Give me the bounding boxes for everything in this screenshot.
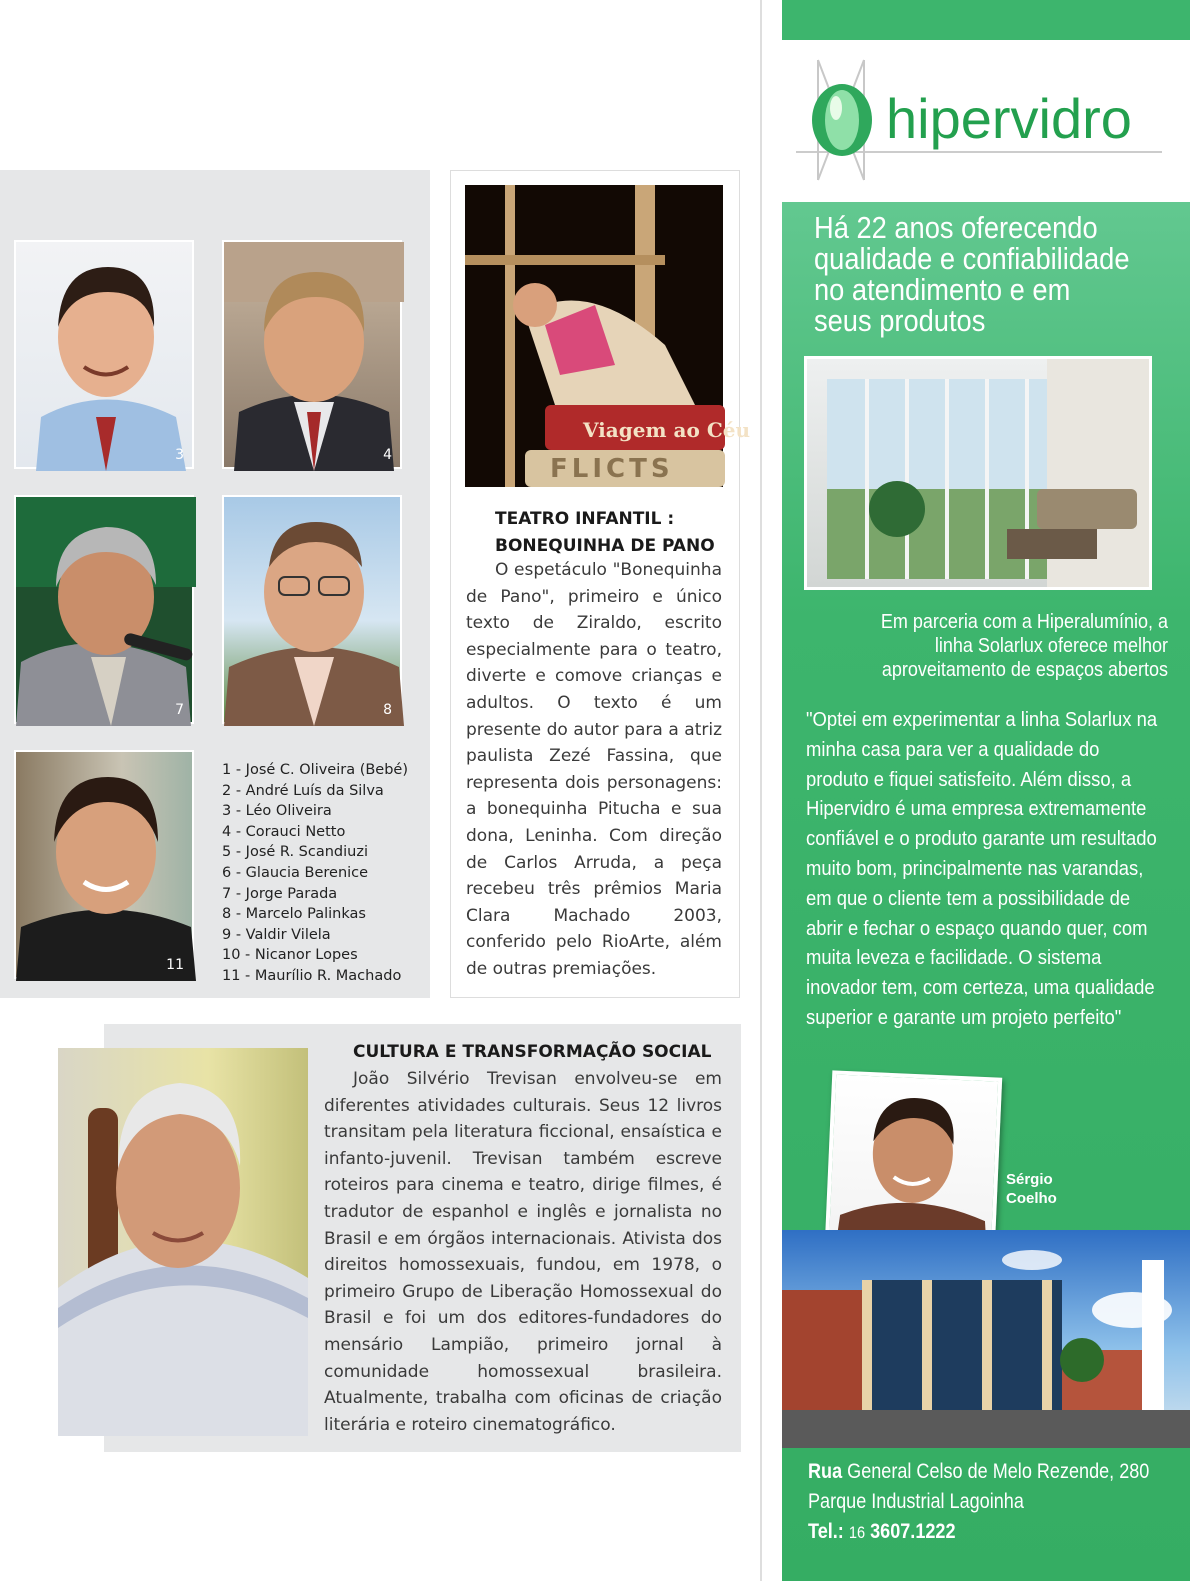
- cultura-body: João Silvério Trevisan envolveu-se em diferentes atividades culturais. Seus 12 livros transitam pela literatura ficcional, ensaística e infanto-juvenil. Trevisan também escreve roteiros para cinema e teatro, dirige filmes, é tradutor de espanhol e inglês e jornalista no Brasil e em órgãos internacionais. Ativista dos direitos homossexuais, fundou, em 1978, o primeiro Grupo de Liberação Homossexual do Brasil e foi um dos editores-fundadores do mensário Lampião, primeiro jornal à comunidade homossexual brasileira. Atualmente, trabalha com oficinas de criação literária e roteiro cinematográfico.: [324, 1069, 722, 1435]
- partnership-line: linha Solarlux oferece melhor: [934, 635, 1168, 657]
- ad-tagline: [814, 212, 1140, 336]
- portrait-4: [222, 240, 402, 469]
- tagline-line: qualidade e confiabilidade: [814, 241, 1130, 276]
- photo-number-4: 4: [383, 447, 392, 463]
- list-item: 10 - Nicanor Lopes: [222, 947, 358, 964]
- list-item: 9 - Valdir Vilela: [222, 926, 331, 943]
- list-item: 2 - André Luís da Silva: [222, 782, 384, 799]
- page-divider: [760, 0, 762, 1581]
- teatro-body: O espetáculo "Bonequinha de Pano", primeiro e único texto de Ziraldo, escrito especialmente para o teatro, diverte e comove crianças e adultos. O texto é um presente do autor para a atriz paulista Zezé Fassina, que representa dois personagens: a bonequinha Pitucha e sua dona, Leninha. Com direção de Carlos Arruda, a peça recebeu três prêmios Maria Clara Machado 2003, conferido pelo RioArte, além de outras premiações.: [466, 560, 722, 979]
- list-item: 1 - José C. Oliveira (Bebé): [222, 762, 409, 778]
- portrait-4-illustration: [224, 242, 404, 471]
- ad-quote: "Optei em experimentar a linha Solarlux na minha casa para ver a qualidade do produto e fiquei satisfeito. Além disso, a Hipervidro é uma empresa extremamente confiável e o produto garante um resultado muito bom, principalmente nas varandas, em que o cliente tem a possibilidade de abrir e fechar o espaço quando quer, com muita leveza e facilidade. O sistema inovador tem, com certeza, uma qualidade superior e garante um projeto perfeito": [806, 708, 1158, 1029]
- portrait-8-illustration: [224, 497, 404, 726]
- trevisan-photo: [58, 1048, 308, 1436]
- list-item: 6 - Glaucia Berenice: [222, 864, 369, 881]
- tagline-line: no atendimento e em: [814, 272, 1071, 307]
- photo-number-3: 3: [175, 447, 184, 463]
- address-street-line: [808, 1457, 1152, 1487]
- phone-line: [808, 1517, 1152, 1548]
- list-item: 4 - Corauci Netto: [222, 823, 346, 840]
- teatro-photo: [465, 185, 751, 487]
- address-label: Rua: [808, 1460, 843, 1483]
- tagline-line: Há 22 anos oferecendo: [814, 210, 1098, 245]
- storefront-photo: [782, 1230, 1190, 1448]
- caption-last-name: Coelho: [1006, 1190, 1057, 1207]
- partnership-line: Em parceria com a Hiperalumínio, a: [880, 611, 1168, 633]
- address-street: General Celso de Melo Rezende, 280: [847, 1460, 1150, 1483]
- portrait-3-illustration: [16, 242, 196, 471]
- tagline-line: seus produtos: [814, 303, 986, 338]
- ad-logo-area: [782, 40, 1190, 202]
- list-item: 7 - Jorge Parada: [222, 885, 338, 902]
- phone-number: 3607.1222: [870, 1520, 956, 1543]
- names-list: [222, 760, 427, 987]
- list-item: 11 - Maurílio R. Machado: [222, 967, 402, 984]
- cultura-headline: CULTURA E TRANSFORMAÇÃO SOCIAL: [353, 1042, 712, 1062]
- teatro-headline-line1: TEATRO INFANTIL :: [495, 509, 675, 529]
- portrait-7-illustration: [16, 497, 196, 726]
- caption-first-name: Sérgio: [1006, 1171, 1053, 1188]
- book-title-2: FLICTS: [550, 454, 674, 484]
- teatro-photo-illustration: [465, 185, 751, 487]
- trevisan-photo-illustration: [58, 1048, 308, 1436]
- storefront-photo-illustration: [782, 1230, 1190, 1448]
- sergio-caption: [1006, 1170, 1057, 1208]
- phone-label: Tel.:: [808, 1520, 844, 1543]
- partnership-line: aproveitamento de espaços abertos: [881, 659, 1168, 681]
- teatro-headline-line2: BONEQUINHA DE PANO: [495, 536, 715, 556]
- photo-number-7: 7: [175, 702, 184, 718]
- phone-area: 16: [848, 1523, 866, 1542]
- book-title: Viagem ao Céu: [583, 418, 751, 442]
- portrait-11: [14, 750, 194, 979]
- portrait-8: [222, 495, 402, 724]
- hipervidro-ad: [782, 0, 1190, 1581]
- list-item: 8 - Marcelo Palinkas: [222, 906, 366, 923]
- photo-number-8: 8: [383, 702, 392, 718]
- photo-number-11: 11: [166, 957, 184, 973]
- ad-address: [808, 1457, 1152, 1548]
- teatro-headline: [495, 506, 725, 560]
- portrait-11-illustration: [16, 752, 196, 981]
- ad-top-bar: [782, 0, 1190, 40]
- list-item: 3 - Léo Oliveira: [222, 803, 332, 820]
- varanda-photo-illustration: [807, 359, 1149, 587]
- address-district: Parque Industrial Lagoinha: [808, 1490, 1024, 1513]
- hipervidro-logo-icon: [782, 40, 1190, 202]
- ad-partnership: [808, 610, 1168, 682]
- list-item: 5 - José R. Scandiuzi: [222, 844, 368, 861]
- brand-name: hipervidro: [886, 87, 1132, 150]
- portrait-3: [14, 240, 194, 469]
- varanda-photo: [804, 356, 1152, 590]
- portrait-7: [14, 495, 194, 724]
